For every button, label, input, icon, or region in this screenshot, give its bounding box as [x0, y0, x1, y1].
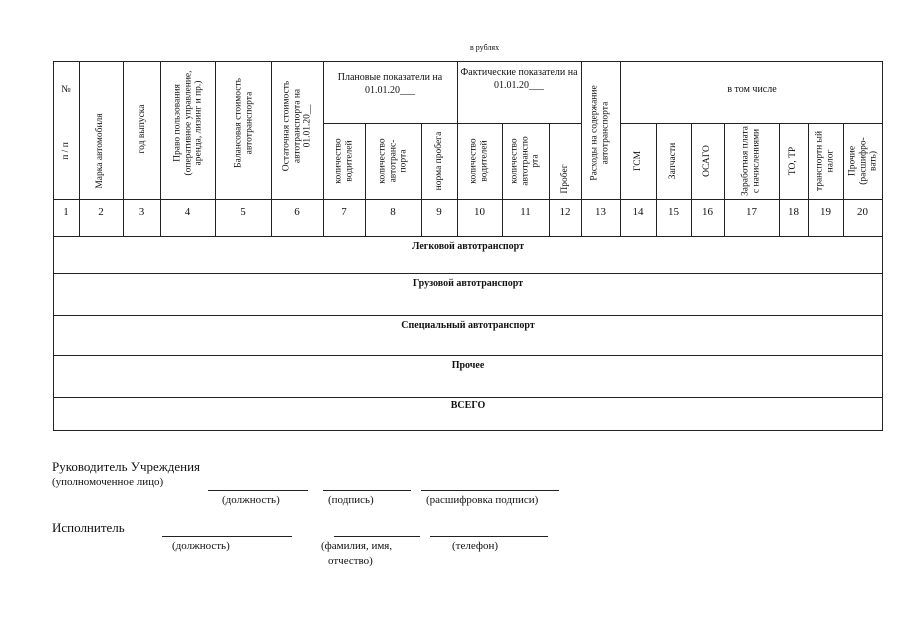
fact-drivers-header: количество водителей: [468, 138, 489, 184]
col-year-header: год выпуска: [136, 104, 147, 154]
col-num2-header: п / п: [60, 142, 71, 160]
col-brand-header: Марка автомобиля: [94, 113, 105, 189]
column-number: 20: [857, 206, 868, 218]
head-decoding-label: (расшифровка подписи): [426, 494, 539, 506]
column-number: 15: [668, 206, 679, 218]
column-number: 13: [595, 206, 606, 218]
report-table: [53, 61, 883, 431]
fact-vehicles-header: количество автотранспо рта: [509, 136, 541, 186]
executor-fio-label: (фамилия, имя,: [321, 540, 393, 552]
column-number: 5: [240, 206, 246, 218]
col-balance-header: Балансовая стоимость автотранспорта: [233, 78, 254, 168]
plan-mileage-header: норма пробега: [433, 131, 444, 191]
column-number: 12: [559, 206, 571, 218]
fact-mileage-header: Пробег: [559, 164, 570, 194]
section-special: Специальный автотранспорт: [401, 320, 535, 331]
units-label: в рублях: [470, 43, 500, 52]
salary-header: Заработная плата с начислениями: [740, 126, 761, 196]
column-number: 9: [436, 206, 442, 218]
col-num-header: №: [61, 84, 71, 95]
column-number: 17: [746, 206, 757, 218]
col-right-header: Право пользования (оперативное управление, аренда, лизинг и пр.): [172, 70, 204, 176]
executor-phone-label: (телефон): [452, 540, 499, 552]
head-signature-label: (подпись): [328, 494, 374, 506]
column-number: 11: [520, 206, 531, 218]
section-other: Прочее: [451, 360, 485, 371]
parts-header: Запчасти: [667, 142, 678, 180]
other-header: Прочие (расшифро- вать): [847, 137, 879, 185]
col-residual-header: Остаточная стоимость автотранспорта на 01.01.20__: [281, 80, 313, 172]
fact-group-header: Фактические показатели на 01.01.20___: [460, 67, 578, 91]
plan-vehicles-header: количество автотранс- порта: [377, 138, 409, 184]
column-number: 8: [390, 206, 396, 218]
column-number: 3: [138, 206, 145, 218]
column-number: 4: [184, 206, 191, 218]
head-position-label: (должность): [222, 494, 280, 506]
column-number: 7: [341, 206, 347, 218]
head-subtitle: (уполномоченное лицо): [52, 476, 164, 488]
including-header: в том числе: [727, 84, 777, 95]
tax-header: транспортн ый налог: [814, 130, 835, 192]
column-number: 10: [474, 206, 485, 218]
column-number: 6: [294, 206, 300, 218]
column-number: 14: [632, 206, 644, 218]
section-cargo: Грузовой автотранспорт: [412, 278, 524, 289]
plan-drivers-header: количество водителей: [333, 138, 354, 184]
to-header: ТО, ТР: [787, 146, 798, 176]
plan-group-header: Плановые показатели на 01.01.20___: [337, 72, 443, 96]
osago-header: ОСАГО: [701, 145, 712, 177]
executor-fio2-label: отчество): [328, 555, 373, 567]
column-number: 19: [820, 206, 831, 218]
section-total: ВСЕГО: [450, 400, 486, 411]
executor-title: Исполнитель: [52, 520, 125, 535]
fuel-header: ГСМ: [632, 150, 643, 172]
column-number: 2: [98, 206, 104, 218]
head-title: Руководитель Учреждения: [52, 459, 201, 474]
column-number: 16: [702, 206, 713, 218]
section-passenger: Легковой автотранспорт: [411, 241, 525, 252]
executor-position-label: (должность): [172, 540, 230, 552]
expenses-header: Расходы на содержание автотранспорта: [589, 85, 610, 181]
column-number: 1: [63, 206, 69, 218]
column-number: 18: [788, 206, 799, 218]
